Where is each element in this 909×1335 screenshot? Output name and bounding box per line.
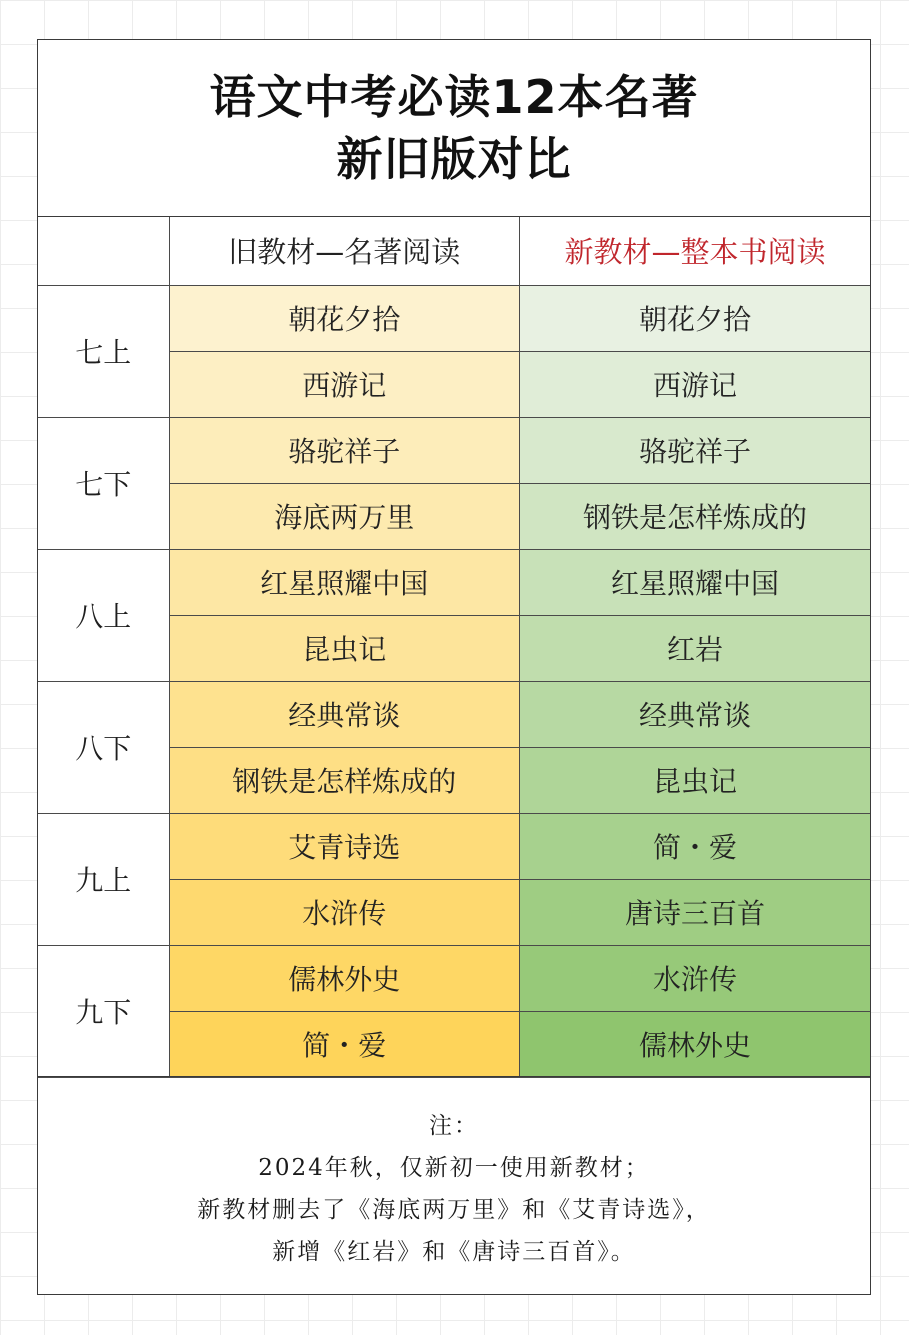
new-book-cell: 骆驼祥子 <box>520 417 871 483</box>
title-line-2: 新旧版对比 <box>336 132 572 186</box>
new-book-cell: 钢铁是怎样炼成的 <box>520 483 871 549</box>
new-book-cell: 红岩 <box>520 615 871 681</box>
old-book-cell: 朝花夕拾 <box>169 285 520 351</box>
new-book-cell: 水浒传 <box>520 945 871 1011</box>
note-line-1: 2024年秋，仅新初一使用新教材； <box>258 1154 650 1181</box>
new-book-cell: 经典常谈 <box>520 681 871 747</box>
new-book-cell: 简・爱 <box>520 813 871 879</box>
new-book-cell: 儒林外史 <box>520 1011 871 1077</box>
grade-label: 七上 <box>38 285 169 417</box>
page-title <box>38 40 870 217</box>
book-comparison-table <box>38 217 870 1078</box>
old-book-cell: 昆虫记 <box>169 615 520 681</box>
old-book-cell: 水浒传 <box>169 879 520 945</box>
title-line-1: 语文中考必读12本名著 <box>209 70 699 124</box>
old-book-cell: 经典常谈 <box>169 681 520 747</box>
old-book-cell: 西游记 <box>169 351 520 417</box>
old-book-cell: 骆驼祥子 <box>169 417 520 483</box>
grade-label: 七下 <box>38 417 169 549</box>
old-book-cell: 艾青诗选 <box>169 813 520 879</box>
table-row <box>38 945 870 1011</box>
new-book-cell: 红星照耀中国 <box>520 549 871 615</box>
old-book-cell: 简・爱 <box>169 1011 520 1077</box>
grade-label: 九上 <box>38 813 169 945</box>
old-book-cell: 钢铁是怎样炼成的 <box>169 747 520 813</box>
header-grade-cell <box>38 217 169 285</box>
table-header-row <box>38 217 870 285</box>
table-row <box>38 813 870 879</box>
grade-label: 八下 <box>38 681 169 813</box>
new-book-cell: 西游记 <box>520 351 871 417</box>
new-book-cell: 唐诗三百首 <box>520 879 871 945</box>
new-book-cell: 昆虫记 <box>520 747 871 813</box>
old-book-cell: 海底两万里 <box>169 483 520 549</box>
table-row <box>38 417 870 483</box>
note-line-2: 新教材删去了《海底两万里》和《艾青诗选》， <box>197 1196 711 1223</box>
header-new-textbook: 新教材—整本书阅读 <box>520 217 871 285</box>
table-row <box>38 681 870 747</box>
grade-label: 九下 <box>38 945 169 1077</box>
table-row <box>38 285 870 351</box>
note-label: 注： <box>429 1112 479 1139</box>
old-book-cell: 红星照耀中国 <box>169 549 520 615</box>
old-book-cell: 儒林外史 <box>169 945 520 1011</box>
header-old-textbook: 旧教材—名著阅读 <box>169 217 520 285</box>
note-line-3: 新增《红岩》和《唐诗三百首》。 <box>272 1238 636 1265</box>
comparison-sheet <box>37 39 871 1295</box>
table-row <box>38 549 870 615</box>
footnote <box>38 1076 870 1294</box>
new-book-cell: 朝花夕拾 <box>520 285 871 351</box>
grade-label: 八上 <box>38 549 169 681</box>
